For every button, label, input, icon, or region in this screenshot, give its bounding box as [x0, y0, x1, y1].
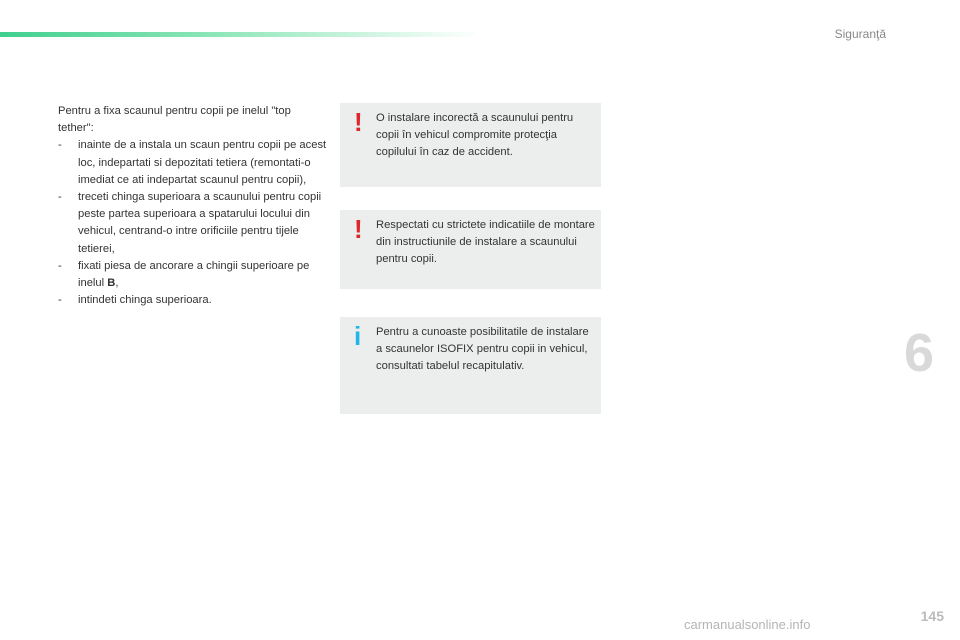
bullet-dash: -: [58, 294, 62, 307]
bullet-dash: -: [58, 139, 62, 152]
page-number: 145: [920, 608, 944, 624]
info-text: Pentru a cunoaste posibilitatile de instalare a scaunelor ISOFIX pentru copii in vehicul, consultati tabelul recapitulativ.: [376, 326, 589, 372]
step-text: treceti chinga superioara a scaunului pentru copii peste partea superioara a spatarului locului din vehicul, centrand-o intre orificiile pentru tijele tetierei,: [78, 191, 322, 255]
bullet-dash: -: [58, 259, 62, 272]
warning-text: O instalare incorectă a scaunului pentru copii în vehicul compromite protecţia copilului în caz de accident.: [376, 112, 574, 158]
warning-icon: !: [354, 214, 363, 244]
step-text: intindeti chinga superioara.: [78, 294, 212, 307]
step-text: inainte de a instala un scaun pentru copii pe acest loc, indepartati si depozitati tetiera (remontati-o imediat ce ati indepartat scaunul pentru copii),: [78, 139, 327, 186]
list-item: [58, 137, 328, 189]
step-suffix: ,: [115, 277, 119, 290]
watermark: carmanualsonline.info: [684, 617, 811, 632]
header-accent-bar: [0, 32, 480, 37]
warning-box-installation: [340, 103, 601, 187]
intro-instructions: [58, 103, 328, 309]
chapter-number: 6: [904, 323, 935, 383]
warning-box-instructions: [340, 210, 601, 289]
section-title: Siguranţă: [834, 27, 886, 41]
list-item: [58, 189, 328, 258]
info-icon: i: [354, 321, 362, 351]
intro-lead: Pentru a fixa scaunul pentru copii pe inelul "top tether":: [58, 105, 291, 135]
step-text: fixati piesa de ancorare a chingii superioare pe inelul: [78, 259, 310, 290]
steps-list: [58, 137, 328, 309]
bullet-dash: -: [58, 191, 62, 204]
list-item: [58, 258, 328, 292]
list-item: [58, 292, 328, 309]
info-box-isofix: [340, 317, 601, 414]
warning-text: Respectati cu strictete indicatiile de montare din instructiunile de instalare a scaunului pentru copii.: [376, 219, 595, 265]
ring-label: B: [107, 277, 116, 290]
warning-icon: !: [354, 107, 363, 137]
